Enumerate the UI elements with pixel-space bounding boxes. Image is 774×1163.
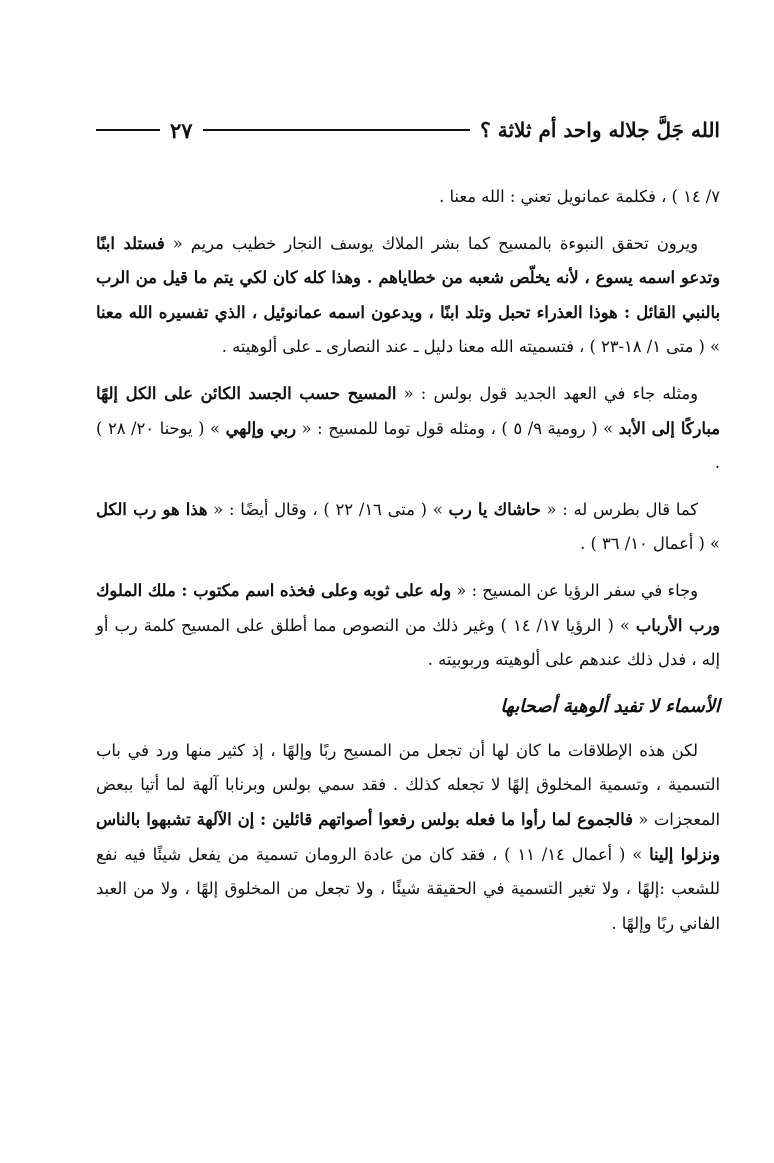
header-rule-end xyxy=(96,129,160,131)
header-title: الله جَلَّ جلاله واحد أم ثلاثة ؟ xyxy=(480,118,720,142)
text-run: » ( الرؤيا ١٧/ ١٤ ) وغير ذلك من النصوص مما أطلق على المسيح كلمة رب أو إله ، فدل ذلك عندهم على ألوهيته وربوبيته . xyxy=(96,615,720,670)
paragraph xyxy=(96,180,720,215)
paragraph xyxy=(96,377,720,481)
text-run: ويرون تحقق النبوءة بالمسيح كما بشر الملاك يوسف النجار خطيب مريم « xyxy=(164,233,698,253)
text-run: ٧/ ١٤ ) ، فكلمة عمانويل تعني : الله معنا . xyxy=(439,187,720,206)
text-run: وجاء في سفر الرؤيا عن المسيح : « xyxy=(451,580,698,600)
quote-run: حاشاك يا رب xyxy=(448,499,541,519)
quote-run: المسيح حسب الجسد الكائن على الكل إلهًا مباركًا إلى الأبد xyxy=(96,383,720,438)
quote-run: وله على ثوبه وعلى فخذه اسم مكتوب : ملك الملوك ورب الأرباب xyxy=(96,580,721,635)
page-number: ٢٧ xyxy=(170,117,193,143)
text-run: » ( أعمال ١٠/ ٣٦ ) . xyxy=(580,534,720,554)
quote-run: فالجموع لما رأوا ما فعله بولس رفعوا أصواتهم قائلين : إن الآلهة تشبهوا بالناس ونزلوا إلينا xyxy=(96,809,720,864)
text-run: » ( يوحنا ٢٠/ ٢٨ ) . xyxy=(96,418,720,473)
quote-run: فستلد ابنًا وتدعو اسمه يسوع ، لأنه يخلّص شعبه من خطاياهم . وهذا كله كان لكي يتم ما قيل من الرب بالنبي القائل : هوذا العذراء تحبل وتلد ابنًا ، ويدعون اسمه عمانوئيل ، الذي تفسيره الله معنا xyxy=(96,233,720,322)
text-run: » ( متى ١/ ١٨-٢٣ ) ، فتسميته الله معنا دليل ـ عند النصارى ـ على ألوهيته . xyxy=(221,337,720,357)
paragraph xyxy=(96,227,720,365)
section-heading: الأسماء لا تفيد ألوهية أصحابها xyxy=(500,695,720,717)
text-run: » ( متى ١٦/ ٢٢ ) ، وقال أيضًا : « xyxy=(207,499,449,519)
quote-run: ربي وإلهي xyxy=(225,418,297,438)
paragraph xyxy=(96,574,720,678)
paragraph xyxy=(96,734,720,942)
text-run: لكن هذه الإطلاقات ما كان لها أن تجعل من المسيح ربًا وإلهًا ، إذ كثير منها ورد في باب التسمية ، وتسمية المخلوق إلهًا لا تجعله كذلك . فقد سمي بولس وبرنابا آلهة لما أتيا ببعض المعجزات « xyxy=(96,740,720,829)
page-body xyxy=(96,180,720,953)
quote-run: هذا هو رب الكل xyxy=(96,499,208,519)
header-rule xyxy=(203,129,471,131)
text-run: ومثله جاء في العهد الجديد قول بولس : « xyxy=(396,383,698,403)
paragraph xyxy=(96,493,720,562)
text-run: » ( أعمال ١٤/ ١١ ) ، فقد كان من عادة الرومان تسمية من يفعل شيئًا فيه نفع للشعب :إلهًا ، ولا تغير التسمية في الحقيقة شيئًا ، ولا تجعل من المخلوق إلهًا ، ولا من العبد الفاني ربًا وإلهًا . xyxy=(96,844,720,933)
text-run: كما قال بطرس له : « xyxy=(540,499,698,519)
running-header xyxy=(96,112,720,148)
text-run: » ( رومية ٩/ ٥ ) ، ومثله قول توما للمسيح : « xyxy=(296,418,619,438)
